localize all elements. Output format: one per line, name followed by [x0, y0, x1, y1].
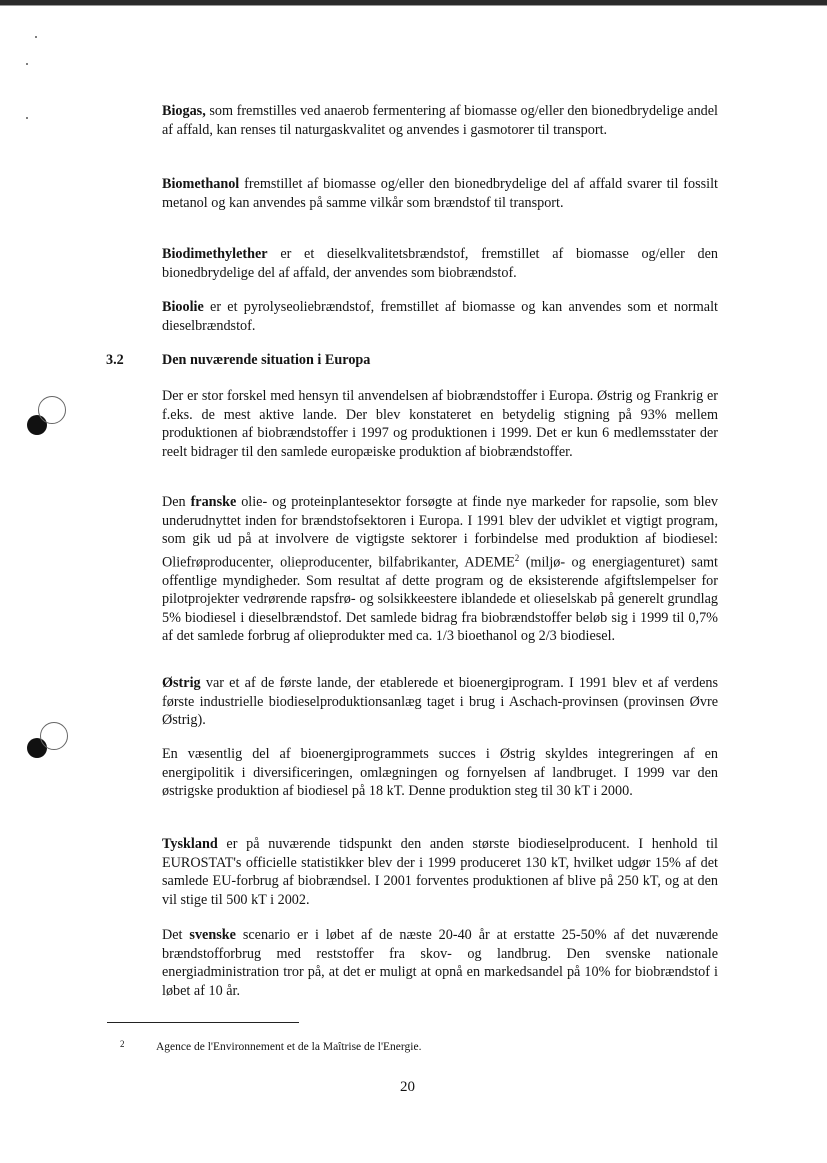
paragraph-france — [162, 493, 718, 646]
term-ostrig: Østrig — [162, 675, 201, 691]
footnote-text: Agence de l'Environnement et de la Maîtrise de l'Energie. — [156, 1041, 422, 1053]
footnote-rule — [107, 1022, 299, 1023]
term-biomethanol: Biomethanol — [162, 176, 240, 192]
paragraph-biodimethylether — [162, 245, 718, 282]
paragraph-europe-overview: Der er stor forskel med hensyn til anvendelsen af biobrændstoffer i Europa. Østrig og Frankrig er f.eks. de mest aktive lande. Der blev konstateret en betydelig stigning på 93% mellem produktionen af biobrændstoffer i 1997 og produktionen i 1999. Det er kun 6 medlemsstater der reelt bidrager til den samlede europæiske produktion af biobrændstoffer. — [162, 388, 718, 460]
paragraph-text: er et dieselkvalitetsbrændstof, fremstillet af biomasse og/eller den bionedbrydelige del af affald, der anvendes som biobrændstof. — [162, 246, 718, 281]
punch-hole-ring-top — [38, 396, 66, 424]
paragraph-text: fremstillet af biomasse og/eller den bionedbrydelige del af affald svarer til fossilt metanol og kan anvendes på samme vilkår som brændstof til transport. — [162, 176, 718, 211]
paragraph-text: er et pyrolyseoliebrændstof, fremstillet af biomasse og kan anvendes som et normalt dieselbrændstof. — [162, 299, 718, 334]
scan-speck — [35, 36, 37, 38]
scan-speck — [26, 63, 28, 65]
section-title: Den nuværende situation i Europa — [162, 352, 371, 368]
paragraph-bioolie — [162, 298, 718, 335]
paragraph-germany — [162, 835, 718, 909]
paragraph-text: Det — [162, 927, 190, 943]
page-number: 20 — [400, 1079, 415, 1095]
paragraph-text: er på nuværende tidspunkt den anden største biodieselproducent. I henhold til EUROSTAT's officielle statistikker blev der i 1999 produceret 130 kT, hvilket udgør 15% af det samlede EU-forbrug af biobrændsel. I 2001 forventes produktionen af blive på 250 kT, og at den vil stige til 500 kT i 2002. — [162, 836, 718, 908]
footnote-ref: 2 — [514, 552, 520, 563]
paragraph-text: var et af de første lande, der etablerede et bioenergiprogram. I 1991 blev et af verdens første industrielle biodieselproduktionsanlæg taget i brug i Aschach-provinsen (provinsen Øvre Østrig). — [162, 675, 718, 728]
paragraph-biomethanol — [162, 175, 718, 212]
paragraph-austria-success: En væsentlig del af bioenergiprogrammets succes i Østrig skyldes integreringen af en energipolitik i diversificeringen, omlægningen og fornyelsen af landbruget. I 1999 var den østrigske produktion af biodiesel på 18 kT. Denne produktion steg til 30 kT i 2000. — [162, 746, 718, 799]
scan-speck — [26, 117, 28, 119]
term-tyskland: Tyskland — [162, 836, 218, 852]
paragraph-text: som fremstilles ved anaerob fermentering af biomasse og/eller den bionedbrydelige andel af affald, kan renses til naturgaskvalitet og anvendes i gasmotorer til transport. — [162, 103, 718, 138]
scan-top-border-thin — [0, 5, 827, 6]
section-number: 3.2 — [106, 352, 124, 368]
term-bioolie: Bioolie — [162, 299, 204, 315]
paragraph-sweden — [162, 926, 718, 1000]
term-biodimethylether: Biodimethylether — [162, 246, 268, 262]
paragraph-biogas — [162, 102, 718, 139]
term-biogas: Biogas, — [162, 103, 206, 119]
paragraph-text: Den — [162, 494, 191, 510]
punch-hole-ring-bottom — [40, 722, 68, 750]
paragraph-text: olie- og proteinplantesektor forsøgte at finde nye markeder for rapsolie, som blev underudnyttet inden for brændstofsektoren i Europa. I 1991 blev der udviklet et vigtigt program, som gik ud på at involvere de vigtigste sektorer i forbindelse med produktion af biodiesel: Oliefrøproducenter, olieproducenter, bilfabrikanter, ADEME — [162, 494, 719, 571]
term-franske: franske — [190, 494, 237, 510]
paragraph-text: scenario er i løbet af de næste 20-40 år at erstatte 25-50% af det nuværende brændstofforbrug med reststoffer fra skov- og landbrug. Den svenske nationale energiadministration tror på, at det er muligt at opnå en markedsandel på 10% for biobrændstof i løbet af 10 år. — [162, 927, 718, 999]
paragraph-text: (miljø- og energiagenturet) samt offentlige myndigheder. Som resultat af dette program og de eksisterende afgiftslempelser for pilotprojekter vedrørende rapsfrø- og solsikkeestere iblandede et olieselskab på generelt grundlag 5% biodiesel i dieselbrændstof. Det samlede bidrag fra biobrændstoffer beløb sig i 1999 til 0,7% af det samlede forbrug af olieprodukter med ca. 1/3 bioethanol og 2/3 biodiesel. — [162, 554, 718, 645]
footnote-number: 2 — [120, 1039, 125, 1049]
term-svenske: svenske — [189, 927, 236, 943]
paragraph-austria — [162, 674, 718, 730]
